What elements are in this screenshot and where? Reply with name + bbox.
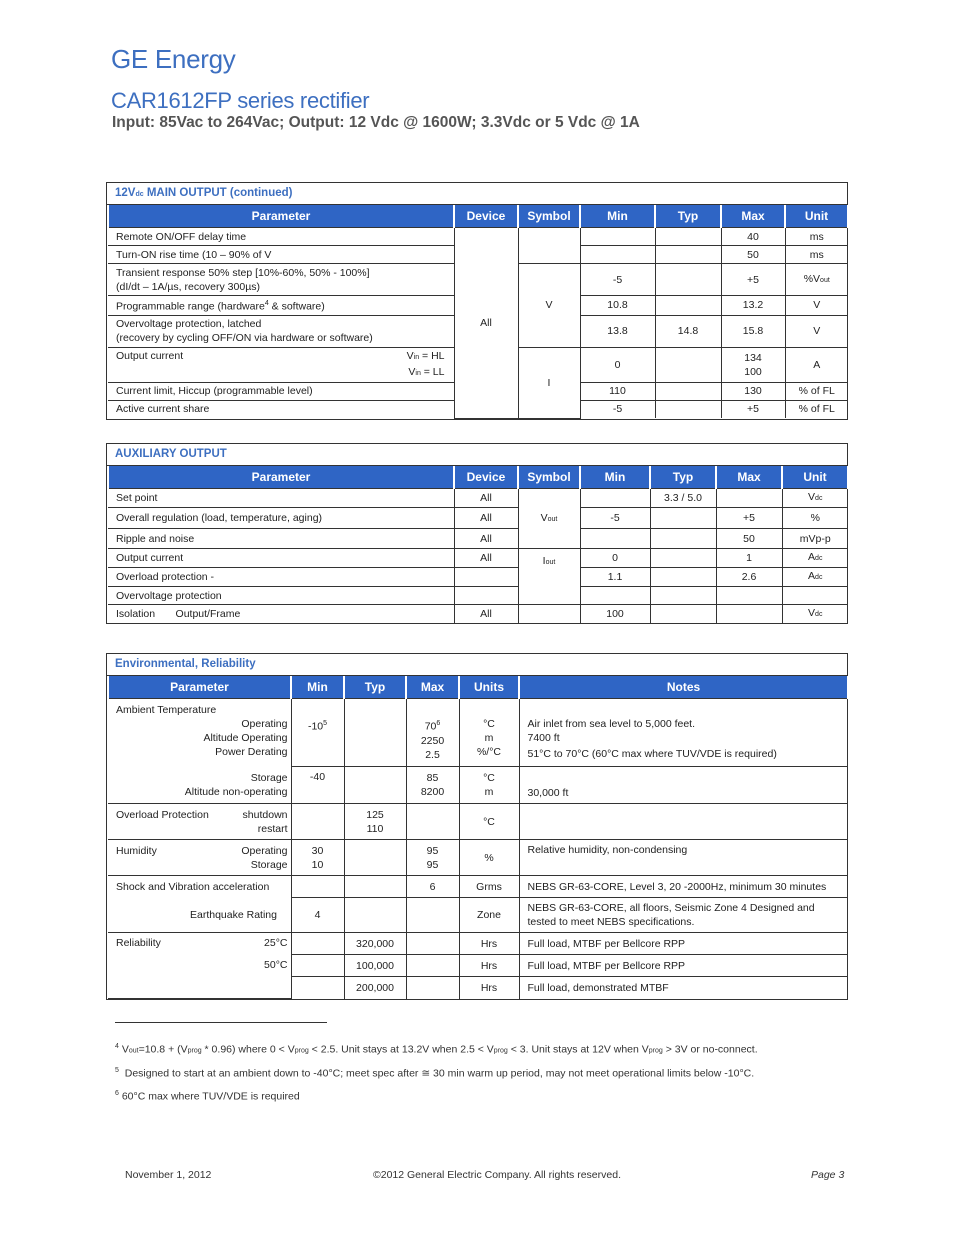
table-row xyxy=(108,529,848,549)
max-cell: 13.2 xyxy=(721,296,785,316)
typ-cell xyxy=(655,347,721,382)
typ-cell: 125 110 xyxy=(344,804,406,840)
max-cell: 40 xyxy=(721,228,785,246)
typ-cell xyxy=(650,529,716,549)
unit-cell: Grms xyxy=(459,876,519,898)
min-cell xyxy=(580,529,650,549)
environmental-section xyxy=(106,653,848,1000)
min-cell xyxy=(580,246,655,264)
max-cell: +5 xyxy=(721,264,785,296)
param-cell: Isolation Output/Frame xyxy=(108,605,454,624)
column-header: Unit xyxy=(785,205,848,228)
min-cell xyxy=(291,977,344,999)
notes-cell: NEBS GR-63-CORE, all floors, Seismic Zone 4 Designed and tested to meet NEBS specifications. xyxy=(519,898,848,933)
typ-cell: 3.3 / 5.0 xyxy=(650,489,716,508)
table-row xyxy=(108,228,848,246)
device-cell: All xyxy=(454,489,518,508)
max-cell xyxy=(406,933,459,955)
column-header: Symbol xyxy=(518,205,580,228)
typ-cell xyxy=(655,246,721,264)
footer-date: November 1, 2012 xyxy=(125,1169,212,1181)
max-cell: 15.8 xyxy=(721,315,785,347)
notes-cell: Full load, demonstrated MTBF xyxy=(519,977,848,999)
unit-cell: Adc xyxy=(782,568,848,587)
symbol-cell xyxy=(518,605,580,624)
notes-cell: Full load, MTBF per Bellcore RPP xyxy=(519,933,848,955)
min-cell xyxy=(580,489,650,508)
max-cell xyxy=(716,587,782,605)
typ-cell xyxy=(655,400,721,418)
typ-cell xyxy=(344,699,406,767)
column-header: Units xyxy=(459,676,519,699)
typ-cell xyxy=(655,264,721,296)
unit-cell: %Vout xyxy=(785,264,848,296)
min-cell: $-10^5$ xyxy=(291,699,344,767)
min-cell: 30 10 xyxy=(291,840,344,876)
min-cell: 10.8 xyxy=(580,296,655,316)
typ-cell: 200,000 xyxy=(344,977,406,999)
unit-cell: % xyxy=(782,508,848,529)
unit-cell: V xyxy=(785,296,848,316)
unit-cell: Zone xyxy=(459,898,519,933)
table-row xyxy=(108,605,848,624)
unit-cell: Hrs xyxy=(459,933,519,955)
typ-cell xyxy=(655,228,721,246)
min-cell: -5 xyxy=(580,508,650,529)
param-cell: Ambient Temperature Operating Altitude Operating Power Derating xyxy=(108,699,291,767)
min-cell xyxy=(291,804,344,840)
notes-cell xyxy=(519,804,848,840)
min-cell: -40 xyxy=(291,767,344,804)
max-cell xyxy=(406,898,459,933)
column-header: Max xyxy=(721,205,785,228)
device-cell xyxy=(454,568,518,587)
min-cell xyxy=(291,933,344,955)
unit-cell: °C m xyxy=(459,767,519,804)
main-output-section xyxy=(106,182,848,420)
max-cell: 50 xyxy=(716,529,782,549)
param-cell: Earthquake Rating xyxy=(108,898,291,933)
min-cell: 110 xyxy=(580,382,655,400)
main-output-title: 12Vdc MAIN OUTPUT (continued) xyxy=(107,183,847,205)
device-cell: All xyxy=(454,605,518,624)
max-cell xyxy=(716,605,782,624)
device-cell: All xyxy=(454,529,518,549)
column-header: Parameter xyxy=(108,466,454,489)
footnote-6: $^6$ 60°C max where TUV/VDE is required xyxy=(115,1090,300,1103)
max-cell: 85 8200 xyxy=(406,767,459,804)
min-cell: 1.1 xyxy=(580,568,650,587)
symbol-cell: Vout xyxy=(518,489,580,549)
column-header: Typ xyxy=(650,466,716,489)
table-row xyxy=(108,587,848,605)
unit-cell: % of FL xyxy=(785,382,848,400)
column-header: Device xyxy=(454,205,518,228)
table-row xyxy=(108,549,848,568)
unit-cell: °C m %/°C xyxy=(459,699,519,767)
param-cell: Set point xyxy=(108,489,454,508)
max-cell xyxy=(716,489,782,508)
min-cell xyxy=(291,955,344,977)
aux-output-title: AUXILIARY OUTPUT xyxy=(107,444,847,466)
unit-cell: ms xyxy=(785,228,848,246)
max-cell: +5 xyxy=(716,508,782,529)
min-cell: 100 xyxy=(580,605,650,624)
typ-cell xyxy=(650,587,716,605)
min-cell: 13.8 xyxy=(580,315,655,347)
notes-cell: Air inlet from sea level to 5,000 feet. 7400 ft 51°C to 70°C (60°C max where TUV/VDE is required) xyxy=(519,699,848,767)
environmental-table xyxy=(107,676,849,999)
unit-cell: Adc xyxy=(782,549,848,568)
typ-cell xyxy=(650,568,716,587)
environmental-title: Environmental, Reliability xyxy=(107,654,847,676)
max-cell xyxy=(406,977,459,999)
device-cell: All xyxy=(454,549,518,568)
typ-cell xyxy=(650,549,716,568)
table-row xyxy=(108,840,848,876)
unit-cell xyxy=(782,587,848,605)
unit-cell: A xyxy=(785,347,848,382)
table-row xyxy=(108,489,848,508)
param-cell: shutdown restart Overload Protection xyxy=(108,804,291,840)
param-cell: Programmable range (hardware$^4$ & software) xyxy=(108,296,454,316)
column-header: Parameter xyxy=(108,676,291,699)
notes-cell: NEBS GR-63-CORE, Level 3, 20 -2000Hz, minimum 30 minutes xyxy=(519,876,848,898)
footer-copyright: ©2012 General Electric Company. All rights reserved. xyxy=(373,1169,621,1181)
aux-output-section xyxy=(106,443,848,624)
table-row xyxy=(108,804,848,840)
max-cell: 95 95 xyxy=(406,840,459,876)
footer-page-number: Page 3 xyxy=(811,1169,845,1181)
column-header: Unit xyxy=(782,466,848,489)
min-cell xyxy=(291,876,344,898)
min-cell xyxy=(580,228,655,246)
symbol-cell xyxy=(518,228,580,264)
table-row xyxy=(108,876,848,898)
main-output-table xyxy=(107,205,849,419)
column-header: Typ xyxy=(344,676,406,699)
unit-cell: Hrs xyxy=(459,977,519,999)
column-header: Notes xyxy=(519,676,848,699)
param-cell: Output current xyxy=(108,549,454,568)
max-cell: $70^6$ 2250 2.5 xyxy=(406,699,459,767)
param-cell: Vin = HL Vin = LL Output current xyxy=(108,347,454,382)
typ-cell xyxy=(344,840,406,876)
table-row xyxy=(108,508,848,529)
typ-cell: 14.8 xyxy=(655,315,721,347)
product-subtitle: Input: 85Vac to 264Vac; Output: 12 Vdc @ 1600W; 3.3Vdc or 5 Vdc @ 1A xyxy=(112,114,640,131)
symbol-cell: I xyxy=(518,347,580,418)
column-header: Min xyxy=(580,205,655,228)
min-cell: -5 xyxy=(580,264,655,296)
device-cell: All xyxy=(454,228,518,419)
symbol-cell: Iout xyxy=(518,549,580,605)
param-cell: Current limit, Hiccup (programmable level) xyxy=(108,382,454,400)
column-header: Symbol xyxy=(518,466,580,489)
typ-cell xyxy=(655,296,721,316)
condition-label: Vin = HL Vin = LL xyxy=(406,349,445,378)
column-header: Typ xyxy=(655,205,721,228)
param-cell: Shock and Vibration acceleration xyxy=(108,876,291,898)
unit-cell: V xyxy=(785,315,848,347)
symbol-cell: V xyxy=(518,264,580,348)
param-cell: Overload protection - xyxy=(108,568,454,587)
column-header: Parameter xyxy=(108,205,454,228)
product-title: CAR1612FP series rectifier xyxy=(111,88,370,113)
notes-cell: Full load, MTBF per Bellcore RPP xyxy=(519,955,848,977)
max-cell: 134 100 xyxy=(721,347,785,382)
param-cell: 25°C 50°C Reliability xyxy=(108,933,291,999)
param-cell: Turn-ON rise time (10 – 90% of V xyxy=(108,246,454,264)
unit-cell: °C xyxy=(459,804,519,840)
typ-cell xyxy=(344,876,406,898)
max-cell xyxy=(406,804,459,840)
max-cell: 130 xyxy=(721,382,785,400)
footnote-5: $^5$ Designed to start at an ambient down to -40°C; meet spec after ≅ 30 min warm up period, may not meet operational limits below -10°C. xyxy=(115,1067,755,1080)
param-cell: Overvoltage protection, latched (recovery by cycling OFF/ON via hardware or software) xyxy=(108,315,454,347)
unit-cell: % of FL xyxy=(785,400,848,418)
min-cell: 4 xyxy=(291,898,344,933)
param-cell: Remote ON/OFF delay time xyxy=(108,228,454,246)
brand-title: GE Energy xyxy=(111,44,236,74)
column-header: Min xyxy=(580,466,650,489)
typ-cell xyxy=(650,508,716,529)
param-cell: Operating Storage Humidity xyxy=(108,840,291,876)
unit-cell: Vdc xyxy=(782,489,848,508)
table-header-row xyxy=(108,466,848,489)
unit-cell: ms xyxy=(785,246,848,264)
column-header: Max xyxy=(406,676,459,699)
notes-cell: Relative humidity, non-condensing xyxy=(519,840,848,876)
footnote-4: $^4$ Vout=10.8 + (Vprog * 0.96) where 0 < Vprog < 2.5. Unit stays at 13.2V when 2.5 < Vprog < 3. Unit stays at 12V when Vprog > 3V or no-connect. xyxy=(115,1043,758,1056)
table-header-row xyxy=(108,205,848,228)
param-cell: Ripple and noise xyxy=(108,529,454,549)
table-header-row xyxy=(108,676,848,699)
max-cell: 50 xyxy=(721,246,785,264)
param-cell: Overvoltage protection xyxy=(108,587,454,605)
max-cell xyxy=(406,955,459,977)
column-header: Max xyxy=(716,466,782,489)
device-cell: All xyxy=(454,508,518,529)
max-cell: 6 xyxy=(406,876,459,898)
unit-cell: Hrs xyxy=(459,955,519,977)
unit-cell: Vdc xyxy=(782,605,848,624)
min-cell: 0 xyxy=(580,549,650,568)
max-cell: 2.6 xyxy=(716,568,782,587)
min-cell: -5 xyxy=(580,400,655,418)
min-cell xyxy=(580,587,650,605)
aux-output-table xyxy=(107,466,849,623)
device-cell xyxy=(454,587,518,605)
max-cell: +5 xyxy=(721,400,785,418)
typ-cell xyxy=(344,898,406,933)
table-row xyxy=(108,933,848,955)
notes-cell: 30,000 ft xyxy=(519,767,848,804)
param-cell: Storage Altitude non-operating xyxy=(108,767,291,804)
param-cell: Transient response 50% step [10%-60%, 50% - 100%] (dI/dt – 1A/µs, recovery 300µs) xyxy=(108,264,454,296)
column-header: Device xyxy=(454,466,518,489)
max-cell: 1 xyxy=(716,549,782,568)
table-row xyxy=(108,898,848,933)
table-row xyxy=(108,568,848,587)
table-row xyxy=(108,767,848,804)
unit-cell: mVp-p xyxy=(782,529,848,549)
unit-cell: % xyxy=(459,840,519,876)
param-cell: Overall regulation (load, temperature, aging) xyxy=(108,508,454,529)
table-row xyxy=(108,699,848,767)
typ-cell xyxy=(655,382,721,400)
typ-cell xyxy=(650,605,716,624)
typ-cell xyxy=(344,767,406,804)
param-cell: Active current share xyxy=(108,400,454,418)
typ-cell: 100,000 xyxy=(344,955,406,977)
typ-cell: 320,000 xyxy=(344,933,406,955)
footnote-divider xyxy=(115,1022,327,1023)
column-header: Min xyxy=(291,676,344,699)
min-cell: 0 xyxy=(580,347,655,382)
